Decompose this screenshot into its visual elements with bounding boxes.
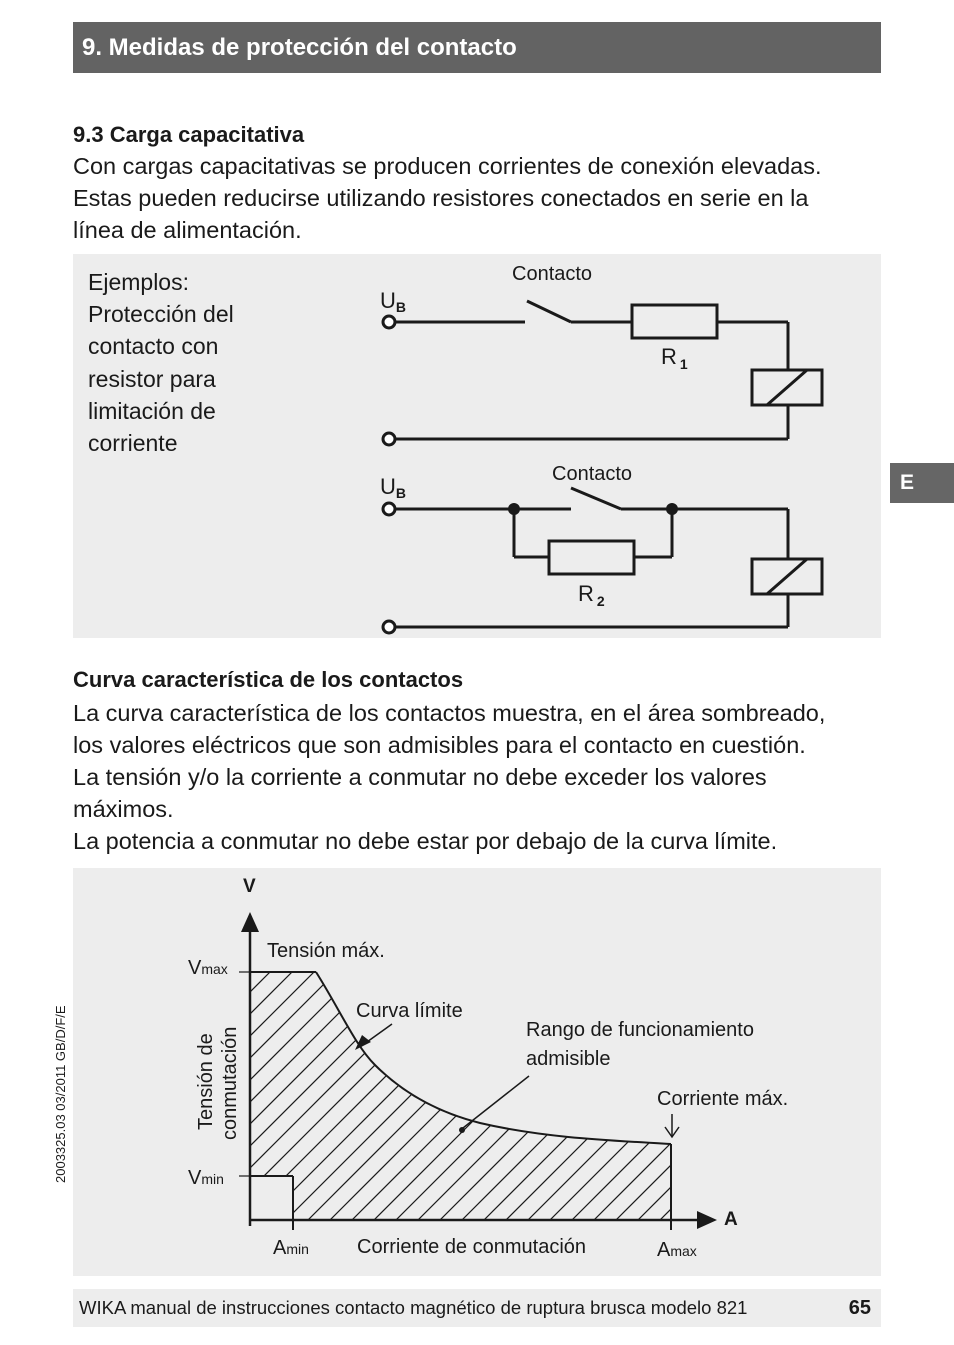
vmin-label: Vmin <box>188 1167 224 1189</box>
range-label-line2: admisible <box>526 1048 611 1070</box>
paragraph-line: los valores eléctricos que son admisibles para el contacto en cuestión. <box>73 732 806 758</box>
examples-line: corriente <box>88 430 178 457</box>
resistor-r2-label: R 2 <box>578 581 605 609</box>
resistor-r1-label: R 1 <box>661 344 688 372</box>
y-axis-title-line1: Tensión de <box>195 1033 217 1130</box>
paragraph-line: La tensión y/o la corriente a conmutar no debe exceder los valores <box>73 764 767 790</box>
hatch-line <box>150 904 800 1345</box>
y-axis-arrow <box>241 912 259 932</box>
hatch-line <box>150 398 800 1048</box>
hatch-line <box>150 442 800 1092</box>
hatch-line <box>150 464 800 1114</box>
hatch-line <box>150 244 800 894</box>
hatch-line <box>150 354 800 1004</box>
y-axis-letter: V <box>243 876 256 897</box>
vmax-label: Vmax <box>188 957 228 979</box>
hatch-line <box>150 772 800 1345</box>
range-label-line1: Rango de funcionamiento <box>526 1019 754 1041</box>
hatch-line <box>150 882 800 1345</box>
hatch-line <box>150 288 800 938</box>
current-max-label: Corriente máx. <box>657 1088 789 1110</box>
limit-curve <box>316 972 671 1144</box>
paragraph-line: Estas pueden reducirse utilizando resistores conectados en serie en la <box>73 185 809 211</box>
hatch-line <box>150 266 800 916</box>
hatch-line <box>150 618 800 1268</box>
x-axis-arrow <box>697 1211 717 1229</box>
paragraph-line: Con cargas capacitativas se producen corrientes de conexión elevadas. <box>73 153 822 179</box>
amax-label: Amax <box>657 1239 697 1261</box>
hatch-line <box>150 508 800 1158</box>
page-number: 65 <box>848 1297 871 1319</box>
supply-voltage-label: UB <box>380 474 407 501</box>
examples-line: Ejemplos: <box>88 269 189 295</box>
language-tab <box>890 463 954 503</box>
supply-voltage-label: UB <box>380 288 407 315</box>
hatch-line <box>150 222 800 872</box>
hatch-pattern <box>150 200 800 1345</box>
curve-heading: Curva característica de los contactos <box>73 667 464 692</box>
tension-max-label: Tensión máx. <box>267 940 385 962</box>
x-axis-title: Corriente de conmutación <box>357 1236 587 1258</box>
paragraph-line: línea de alimentación. <box>73 217 302 243</box>
hatch-line <box>150 200 800 850</box>
document-code-text: 2003325.03 03/2011 GB/D/F/E <box>53 1005 68 1183</box>
hatch-line <box>150 530 800 1180</box>
paragraph-line: La curva característica de los contactos muestra, en el área sombreado, <box>73 700 826 726</box>
hatch-line <box>150 640 800 1290</box>
examples-line: Protección del <box>88 301 234 328</box>
hatch-line <box>150 948 800 1345</box>
y-axis-title-line2: conmutación <box>219 1026 241 1140</box>
contact-label: Contacto <box>552 463 633 485</box>
language-tab-label: E <box>900 471 915 494</box>
hatch-line <box>150 310 800 960</box>
hatch-line <box>150 926 800 1345</box>
examples-line: contacto con <box>88 333 219 360</box>
capacitive-heading: 9.3 Carga capacitativa <box>73 122 305 147</box>
examples-line: limitación de <box>88 397 216 424</box>
footer-text: WIKA manual de instrucciones contacto magnético de ruptura brusca modelo 821 <box>79 1297 748 1318</box>
page-footer <box>73 1289 881 1327</box>
paragraph-line: máximos. <box>73 796 174 822</box>
x-axis-letter: A <box>724 1209 738 1230</box>
examples-line: resistor para <box>88 365 216 392</box>
contact-label: Contacto <box>512 263 593 285</box>
paragraph-line: La potencia a conmutar no debe estar por debajo de la curva límite. <box>73 828 778 854</box>
limit-curve-label: Curva límite <box>356 1000 463 1022</box>
section-title: 9. Medidas de protección del contacto <box>82 34 517 61</box>
hatch-line <box>150 574 800 1224</box>
amin-label: Amin <box>273 1237 309 1259</box>
